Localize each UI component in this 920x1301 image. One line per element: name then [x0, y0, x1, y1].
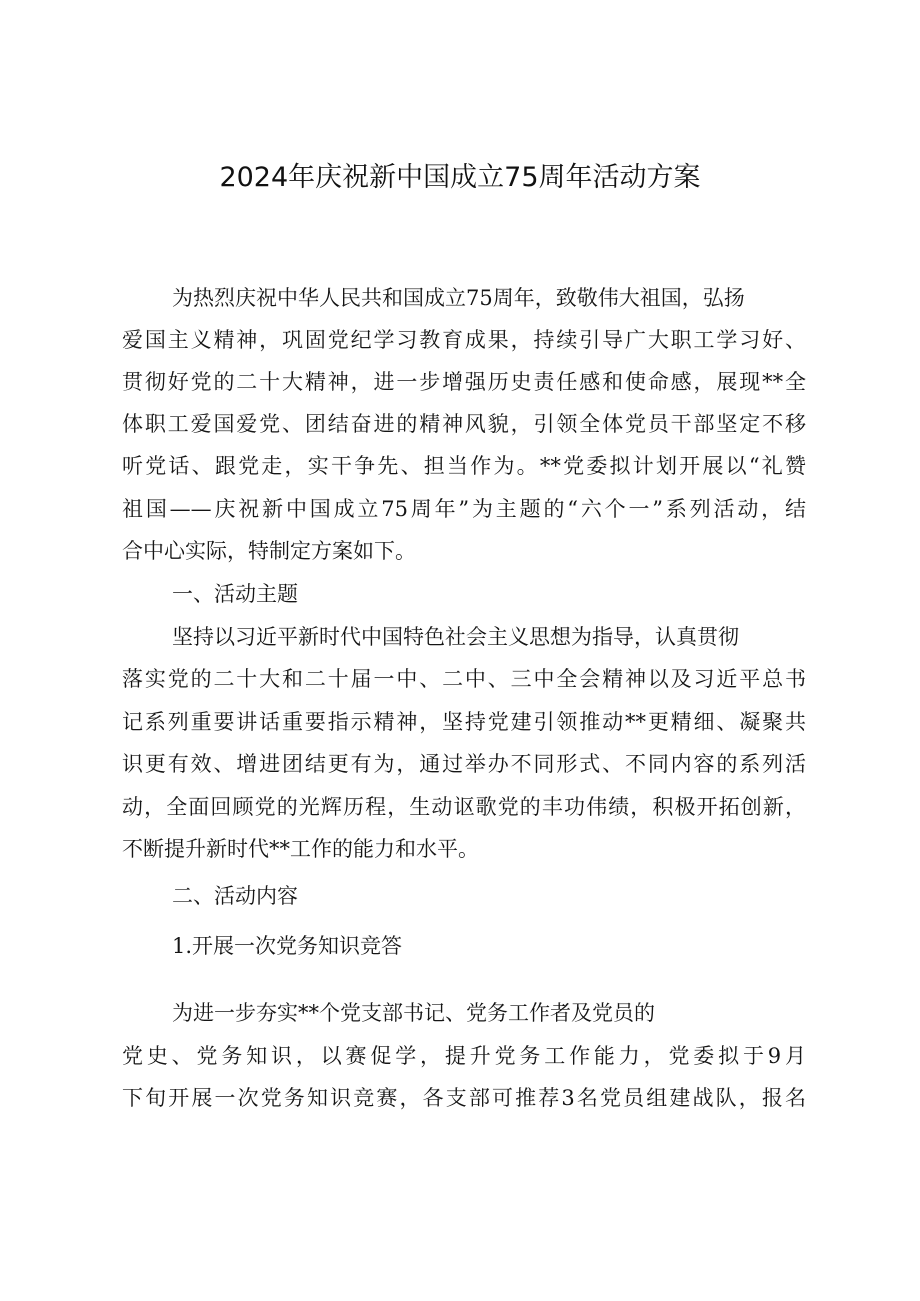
document-title: 2024年庆祝新中国成立75周年活动方案 [219, 162, 701, 193]
paragraph-line: 为热烈庆祝中华人民共和国成立75周年，致敬伟大祖国，弘扬 [172, 286, 745, 310]
paragraph-line: 爱国主义精神，巩固党纪学习教育成果，持续引导广大职工学习好、 [122, 328, 806, 352]
paragraph-line: 识更有效、增进团结更有为，通过举办不同形式、不同内容的系列活 [122, 752, 806, 776]
paragraph-line: 体职工爱国爱党、团结奋进的精神风貌，引领全体党员干部坚定不移 [122, 412, 806, 436]
paragraph-line: 合中心实际，特制定方案如下。 [122, 539, 416, 563]
paragraph-line: 记系列重要讲话重要指示精神，坚持党建引领推动**更精细、凝聚共 [122, 710, 806, 734]
section-heading: 一、活动主题 [172, 582, 298, 606]
paragraph-line: 动，全面回顾党的光辉历程，生动讴歌党的丰功伟绩，积极开拓创新， [122, 795, 806, 819]
paragraph-line: 贯彻好党的二十大精神，进一步增强历史责任感和使命感，展现**全 [122, 370, 806, 394]
paragraph-line: 落实党的二十大和二十届一中、二中、三中全会精神以及习近平总书 [122, 667, 806, 691]
paragraph-line: 党史、党务知识，以赛促学，提升党务工作能力，党委拟于9月 [122, 1044, 806, 1068]
paragraph-line: 为进一步夯实**个党支部书记、党务工作者及党员的 [172, 1001, 655, 1025]
paragraph-line: 听党话、跟党走，实干争先、担当作为。**党委拟计划开展以“礼赞 [122, 454, 806, 478]
paragraph-line: 坚持以习近平新时代中国特色社会主义思想为指导，认真贯彻 [172, 625, 739, 649]
paragraph-line: 不断提升新时代**工作的能力和水平。 [122, 837, 479, 861]
paragraph-line: 下旬开展一次党务知识竞赛，各支部可推荐3名党员组建战队，报名 [122, 1086, 806, 1110]
subsection-heading: 1.开展一次党务知识竞答 [172, 934, 403, 958]
paragraph-line: 祖国——庆祝新中国成立75周年”为主题的“六个一”系列活动，结 [122, 497, 806, 521]
section-heading: 二、活动内容 [172, 884, 298, 908]
